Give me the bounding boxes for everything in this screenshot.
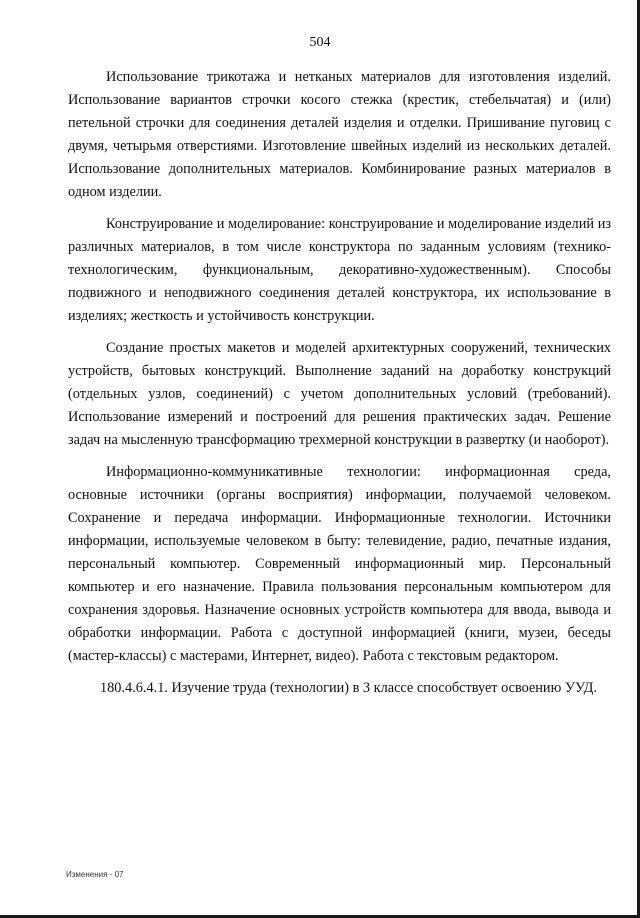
paragraph-construction: Конструирование и моделирование: конструирование и моделирование изделий из различных материалов, в том числе конструктора по заданным условиям (технико-технологическим, функциональным, декоративно-художественным). Способы подвижного и неподвижного соединения деталей конструктора, их использование в изделиях; жесткость и устойчивость конструкции.	[68, 216, 611, 324]
document-body	[68, 66, 611, 709]
revision-footer: Изменения - 07	[66, 870, 124, 879]
paragraph-models: Создание простых макетов и моделей архитектурных сооружений, технических устройств, бытовых конструкций. Выполнение заданий на доработку конструкций (отдельных узлов, соединений) с учетом дополнительных условий (требований). Использование измерений и построений для решения практических задач. Решение задач на мысленную трансформацию трехмерной конструкции в развертку (и наоборот).	[68, 340, 611, 448]
paragraph-materials: Использование трикотажа и нетканых материалов для изготовления изделий. Использование вариантов строчки косого стежка (крестик, стебельчатая) и (или) петельной строчки для соединения деталей изделия и отделки. Пришивание пуговиц с двумя, четырьмя отверстиями. Изготовление швейных изделий из нескольких деталей. Использование дополнительных материалов. Комбинирование разных материалов в одном изделии.	[68, 69, 611, 200]
paragraph-section-180: 180.4.6.4.1. Изучение труда (технологии) в 3 классе способствует освоению УУД.	[100, 680, 597, 696]
page-number: 504	[309, 35, 331, 50]
paragraph-ict: Информационно-коммуникативные технологии: информационная среда, основные источники (органы восприятия) информации, получаемой человеком. Сохранение и передача информации. Информационные технологии. Источники информации, используемые человеком в быту: телевидение, радио, печатные издания, персональный компьютер. Современный информационный мир. Персональный компьютер и его назначение. Правила пользования персональным компьютером для сохранения здоровья. Назначение основных устройств компьютера для ввода, вывода и обработки информации. Работа с доступной информацией (книги, музеи, беседы (мастер-классы) с мастерами, Интернет, видео). Работа с текстовым редактором.	[68, 464, 611, 664]
